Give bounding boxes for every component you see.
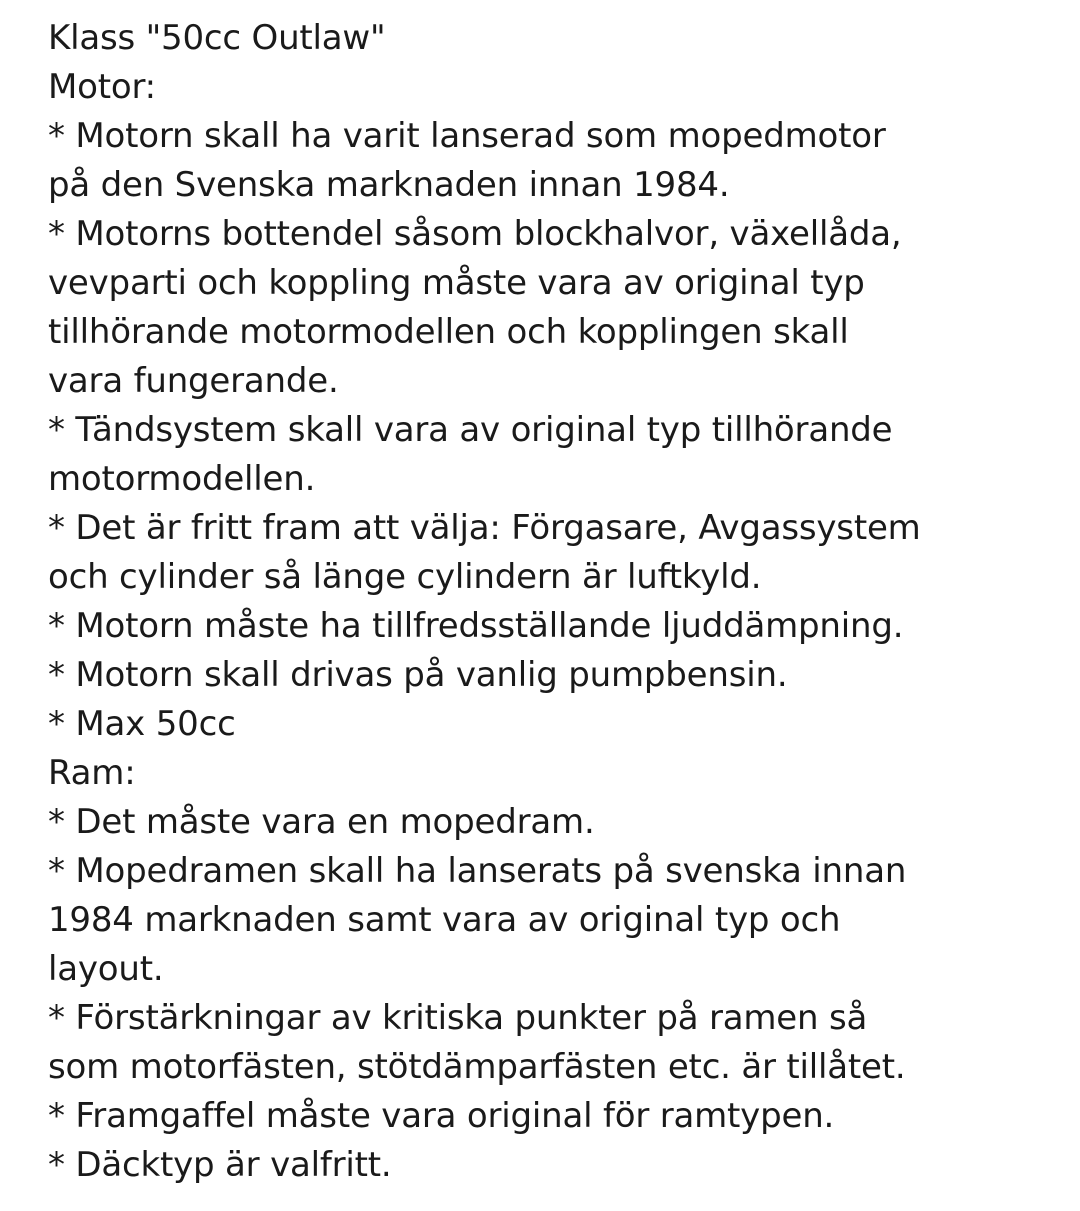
- text-line: 1984 marknaden samt vara av original typ och: [48, 900, 841, 940]
- text-line: vevparti och koppling måste vara av original typ: [48, 263, 865, 303]
- text-line: * Motorns bottendel såsom blockhalvor, växellåda,: [48, 214, 902, 254]
- text-line: layout.: [48, 949, 164, 989]
- text-line: * Mopedramen skall ha lanserats på svenska innan: [48, 851, 907, 891]
- text-line: * Motorn måste ha tillfredsställande ljuddämpning.: [48, 606, 904, 646]
- text-line: som motorfästen, stötdämparfästen etc. är tillåtet.: [48, 1047, 906, 1087]
- text-line: * Motorn skall drivas på vanlig pumpbensin.: [48, 655, 788, 695]
- text-line: och cylinder så länge cylindern är luftkyld.: [48, 557, 762, 597]
- text-line: * Motorn skall ha varit lanserad som mopedmotor: [48, 116, 886, 156]
- text-line: på den Svenska marknaden innan 1984.: [48, 165, 730, 205]
- text-line: tillhörande motormodellen och kopplingen skall: [48, 312, 849, 352]
- document-title: Klass "50cc Outlaw": [48, 18, 386, 58]
- text-line: * Det är fritt fram att välja: Förgasare, Avgassystem: [48, 508, 921, 548]
- text-line: * Framgaffel måste vara original för ramtypen.: [48, 1096, 835, 1136]
- text-line: motormodellen.: [48, 459, 316, 499]
- section-heading-motor: Motor:: [48, 67, 156, 107]
- section-heading-ram: Ram:: [48, 753, 136, 793]
- text-line: * Det måste vara en mopedram.: [48, 802, 595, 842]
- text-line: * Däcktyp är valfritt.: [48, 1145, 392, 1185]
- text-line: * Max 50cc: [48, 704, 236, 744]
- document-body: [48, 14, 1068, 1190]
- text-line: * Förstärkningar av kritiska punkter på ramen så: [48, 998, 868, 1038]
- text-line: * Tändsystem skall vara av original typ tillhörande: [48, 410, 893, 450]
- text-line: vara fungerande.: [48, 361, 339, 401]
